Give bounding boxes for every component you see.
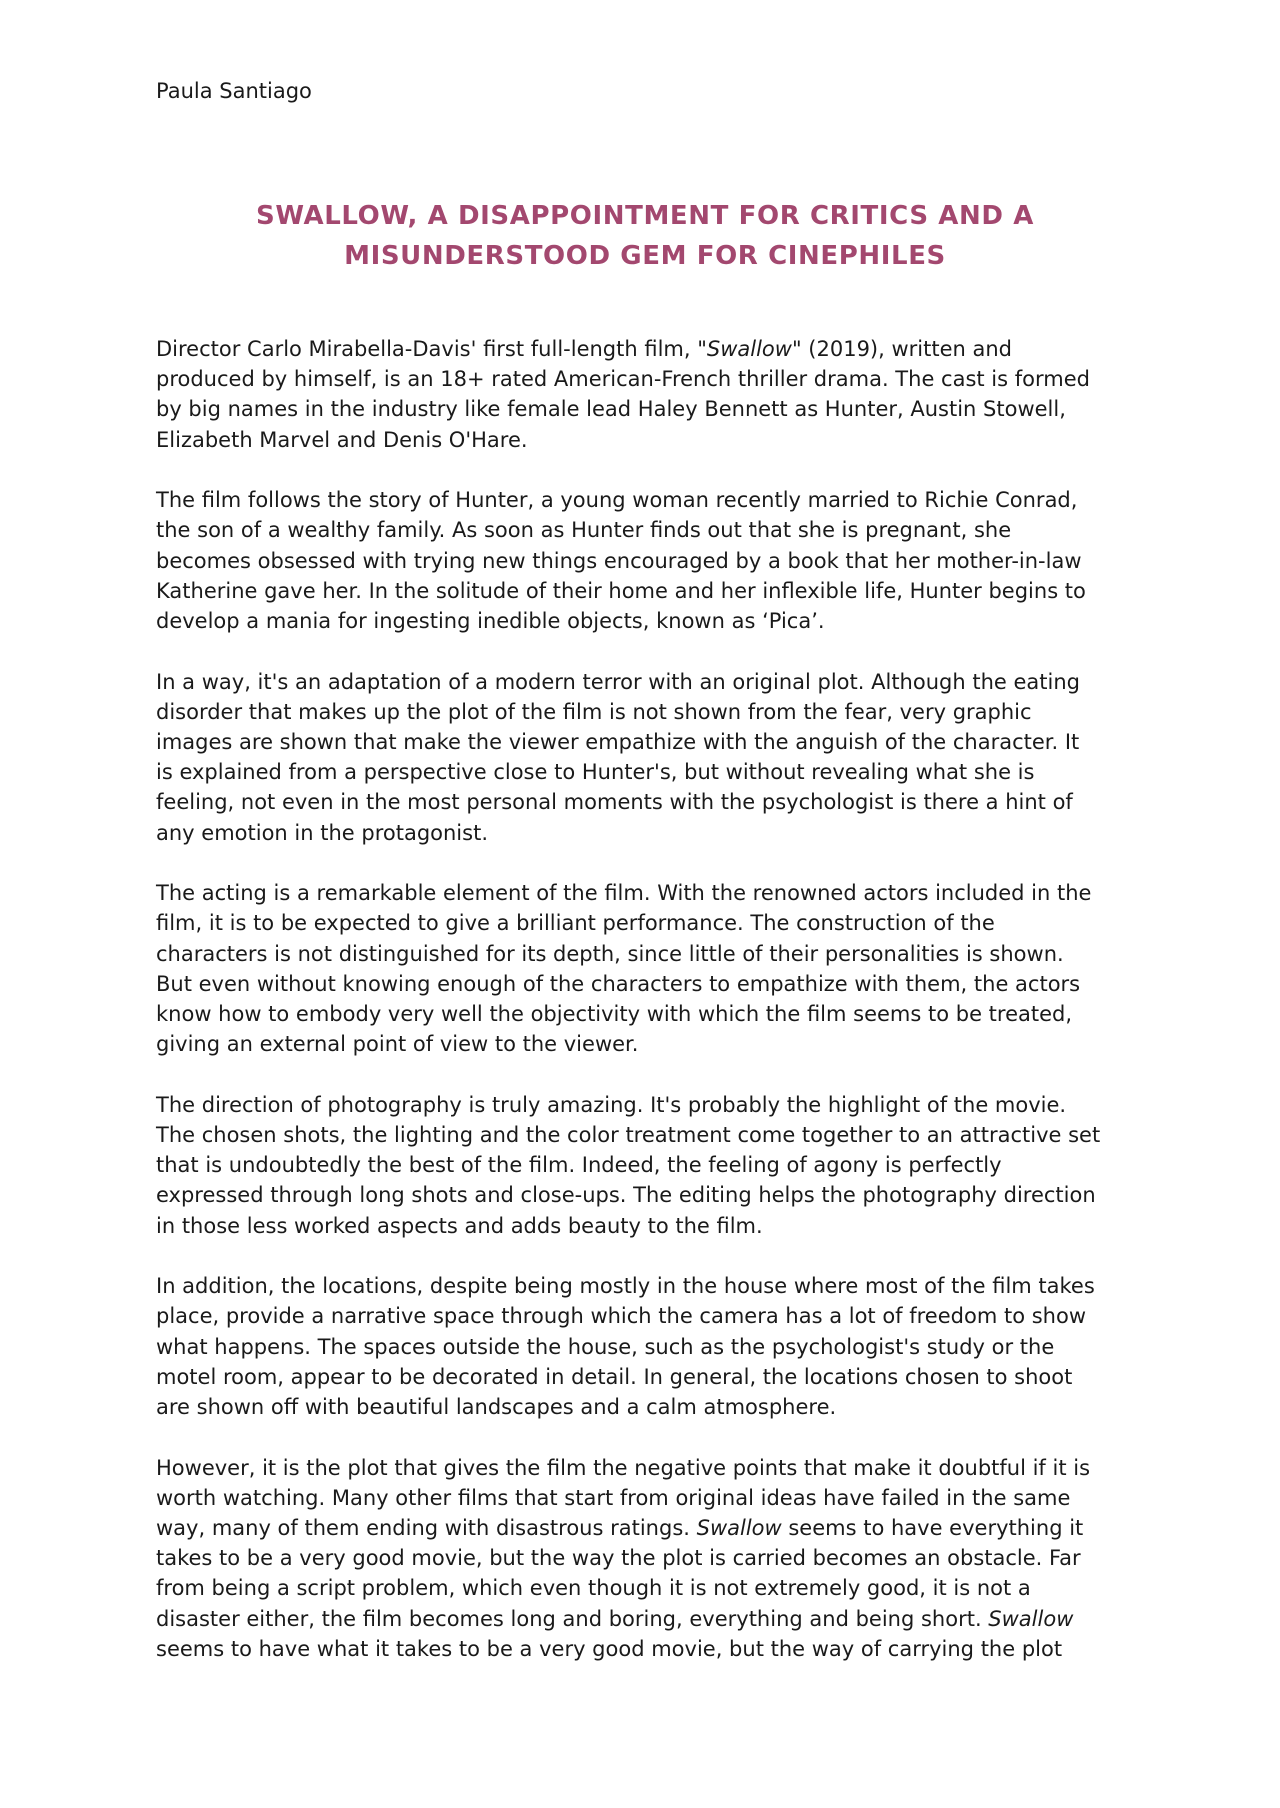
paragraph-7-text-c: seems to have everything it takes to be a very good movie, but the way the plot is carried becomes an obstacle. Far from being a script problem, which even though it is not extremely good, it is not a disaster either, the film becomes long and boring, everything and being short. xyxy=(156,1516,1084,1631)
paragraph-4: The acting is a remarkable element of the film. With the renowned actors included in the film, it is to be expected to give a brilliant performance. The construction of the characters is not distinguished for its depth, since little of their personalities is shown. But even without knowing enough of the characters to empathize with them, the actors know how to embody very well the objectivity with which the film seems to be treated, giving an external point of view to the viewer. xyxy=(156,881,1092,1057)
article-body xyxy=(156,334,1136,1694)
paragraph-2: The film follows the story of Hunter, a young woman recently married to Richie Conrad, the son of a wealthy family. As soon as Hunter finds out that she is pregnant, she becomes obsessed with trying new things encouraged by a book that her mother-in-law Katherine gave her. In the solitude of their home and her inflexible life, Hunter begins to develop a mania for ingesting inedible objects, known as ‘Pica’. xyxy=(156,488,1086,634)
article-title: SWALLOW, A DISAPPOINTMENT FOR CRITICS AND A MISUNDERSTOOD GEM FOR CINEPHILES xyxy=(256,201,1034,271)
paragraph-1-text-c: " (2019), written and produced by himself, is an 18+ rated American-French thriller drama. The cast is formed by big names in the industry like female lead Haley Bennett as Hunter, Austin Stowell, Elizabeth Marvel and Denis O'Hare. xyxy=(156,337,1090,452)
paragraph-3: In a way, it's an adaptation of a modern terror with an original plot. Although the eating disorder that makes up the plot of the film is not shown from the fear, very graphic images are shown that make the viewer empathize with the anguish of the character. It is explained from a perspective close to Hunter's, but without revealing what she is feeling, not even in the most personal moments with the psychologist is there a hint of any emotion in the protagonist. xyxy=(156,669,1080,845)
paragraph-1 xyxy=(156,334,1136,455)
paragraph-6: In addition, the locations, despite being mostly in the house where most of the film takes place, provide a narrative space through which the camera has a lot of freedom to show what happens. The spaces outside the house, such as the psychologist's study or the motel room, appear to be decorated in detail. In general, the locations chosen to shoot are shown off with beautiful landscapes and a calm atmosphere. xyxy=(156,1274,1095,1420)
paragraph-5: The direction of photography is truly amazing. It's probably the highlight of the movie. The chosen shots, the lighting and the color treatment come together to an attractive set that is undoubtedly the best of the film. Indeed, the feeling of agony is perfectly expressed through long shots and close-ups. The editing helps the photography direction in those less worked aspects and adds beauty to the film. xyxy=(156,1092,1101,1238)
paragraph-1-text-a: Director Carlo Mirabella-Davis' first full-length film, " xyxy=(156,337,707,361)
paragraph-7-film-title-1: Swallow xyxy=(696,1516,782,1541)
paragraph-7-text-a: However, it is the plot that gives the film the negative points that make it doubtful if it is worth watching. Many other films that start from original ideas have failed in the same way, many of them ending with disastrous ratings. xyxy=(156,1455,1091,1541)
paragraph-7-film-title-2: Swallow xyxy=(988,1606,1074,1631)
author-name: Paula Santiago xyxy=(156,79,312,103)
paragraph-1-film-title: Swallow xyxy=(706,337,792,361)
paragraph-7-text-e: seems to have what it takes to be a very good movie, but the way of carrying the plot xyxy=(156,1636,1063,1661)
paragraph-7 xyxy=(156,1453,1136,1664)
